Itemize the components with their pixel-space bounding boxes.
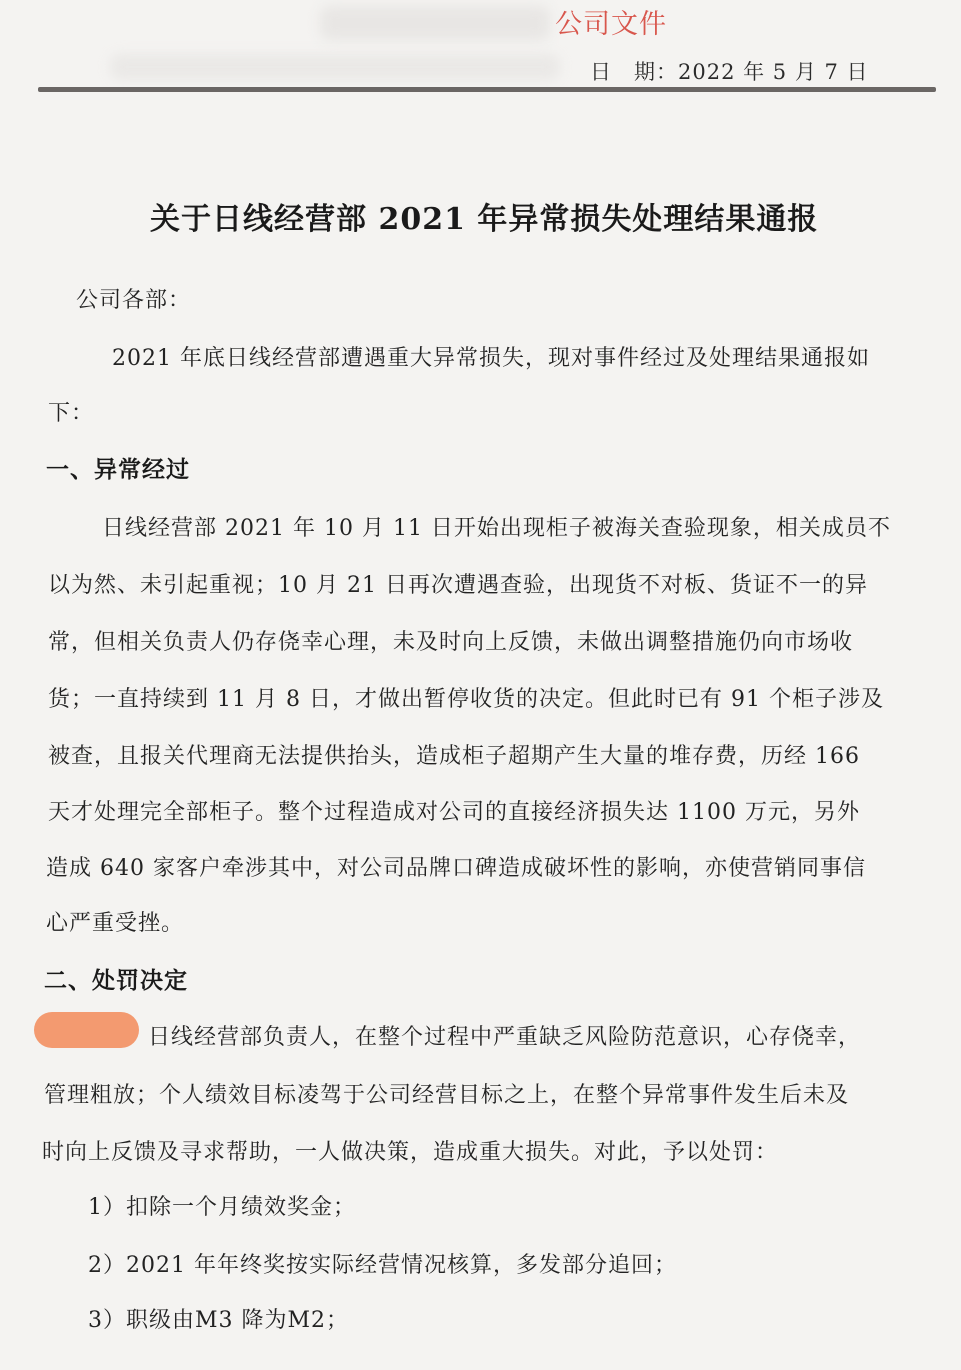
blurred-doc-number xyxy=(110,54,560,80)
penalty-item: 2）2021 年年终奖按实际经营情况核算，多发部分追回； xyxy=(88,1253,677,1278)
paragraph-line: 日线经营部负责人，在整个过程中严重缺乏风险防范意识，心存侥幸， xyxy=(148,1025,862,1050)
document-title: 关于日线经营部 2021 年异常损失处理结果通报 xyxy=(150,202,819,237)
company-document-label: 公司文件 xyxy=(555,9,667,40)
paragraph-line: 被查，且报关代理商无法提供抬头，造成柜子超期产生大量的堆存费，历经 166 xyxy=(48,744,860,769)
redaction-mark xyxy=(34,1012,139,1048)
penalty-item: 1）扣除一个月绩效奖金； xyxy=(88,1195,356,1220)
section-heading: 二、处罚决定 xyxy=(44,967,188,994)
paragraph-line: 以为然、未引起重视；10 月 21 日再次遭遇查验，出现货不对板、货证不一的异 xyxy=(48,573,868,598)
intro-line: 2021 年底日线经营部遭遇重大异常损失，现对事件经过及处理结果通报如 xyxy=(112,346,870,371)
paragraph-line: 管理粗放；个人绩效目标凌驾于公司经营目标之上，在整个异常事件发生后未及 xyxy=(44,1083,850,1108)
header-divider xyxy=(38,87,936,92)
blurred-company-name xyxy=(320,6,550,40)
paragraph-line: 货；一直持续到 11 月 8 日，才做出暂停收货的决定。但此时已有 91 个柜子涉及 xyxy=(48,687,884,712)
paragraph-line: 时向上反馈及寻求帮助，一人做决策，造成重大损失。对此，予以处罚： xyxy=(42,1140,779,1165)
document-date: 日 期：2022 年 5 月 7 日 xyxy=(590,60,869,84)
section-heading: 一、异常经过 xyxy=(46,456,190,483)
salutation: 公司各部： xyxy=(76,288,192,313)
paragraph-line: 心严重受挫。 xyxy=(46,911,185,936)
paragraph-line: 天才处理完全部柜子。整个过程造成对公司的直接经济损失达 1100 万元，另外 xyxy=(48,800,860,825)
paragraph-line: 日线经营部 2021 年 10 月 11 日开始出现柜子被海关查验现象，相关成员不 xyxy=(102,516,891,541)
paragraph-line: 常，但相关负责人仍存侥幸心理，未及时向上反馈，未做出调整措施仍向市场收 xyxy=(48,630,854,655)
paragraph-line: 造成 640 家客户牵涉其中，对公司品牌口碑造成破坏性的影响，亦使营销同事信 xyxy=(46,856,866,881)
intro-line: 下： xyxy=(48,401,95,426)
penalty-item: 3）职级由M3 降为M2； xyxy=(88,1308,350,1333)
